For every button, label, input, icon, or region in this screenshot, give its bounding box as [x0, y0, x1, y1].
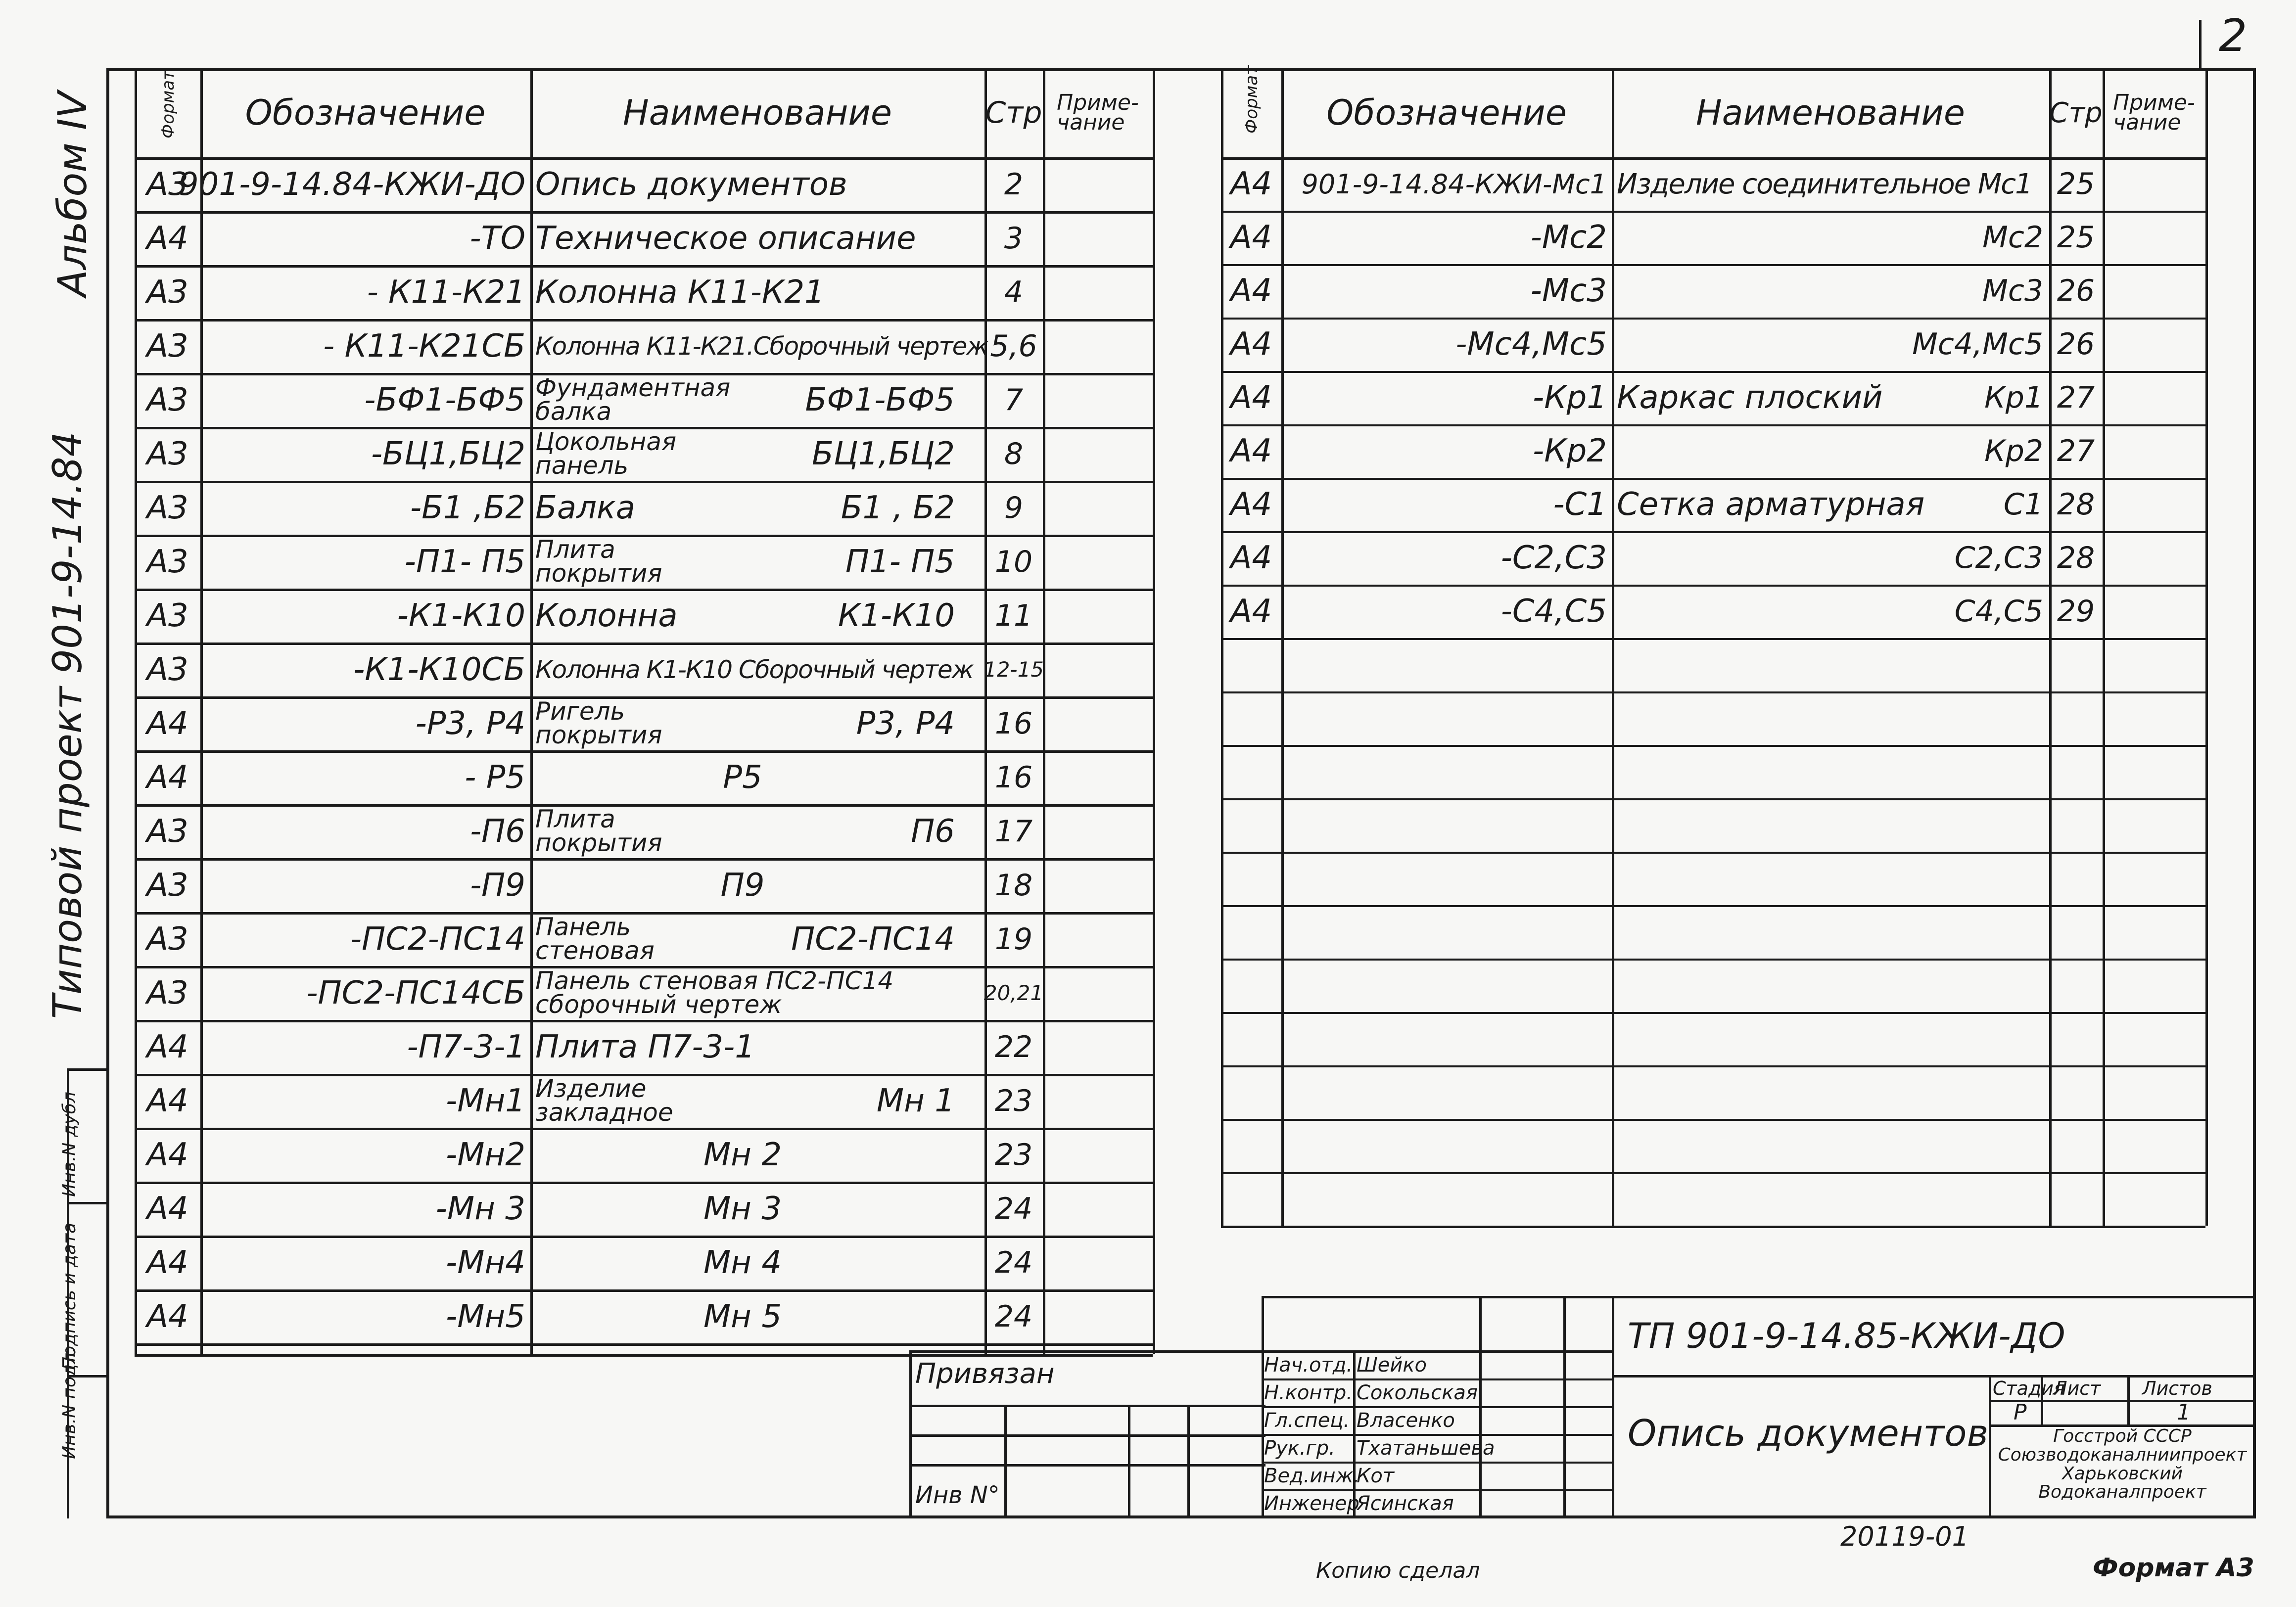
rt-format: А4: [1230, 219, 1272, 256]
rt-format: А4: [1230, 166, 1272, 202]
lt-name-extra: Мн 5: [703, 1298, 782, 1335]
lt-designation: -Мн1: [446, 1082, 525, 1119]
lt-page: 23: [994, 1083, 1033, 1118]
lt-designation: -ПС2-ПС14СБ: [306, 974, 525, 1011]
lt-format: А3: [146, 813, 188, 850]
rt-page: 26: [2057, 327, 2095, 362]
rt-page: 25: [2057, 167, 2095, 201]
lt-page: 18: [994, 868, 1033, 903]
lt-page: 19: [994, 921, 1033, 957]
margin-strip-top: [67, 1068, 106, 1071]
lt-name-extra: Б1 , Б2: [841, 489, 955, 526]
lt-name-extra: К1-К10: [838, 597, 955, 634]
lt-format: А4: [146, 1298, 188, 1335]
margin-stamp-sign: Подпись и дата: [59, 1222, 80, 1370]
lt-page: 23: [994, 1137, 1033, 1172]
lt-designation: -П6: [470, 813, 525, 850]
lt-page: 16: [994, 760, 1033, 795]
rt-page: 26: [2057, 274, 2095, 308]
lt-page: 5,6: [990, 328, 1037, 364]
lt-name: Цокольная панель: [535, 427, 677, 480]
rt-name: Каркас плоский: [1617, 379, 1883, 416]
rt-name: Изделие соединительное Мс1: [1617, 168, 2032, 200]
rt-format: А4: [1230, 433, 1272, 469]
lt-format: А4: [146, 1190, 188, 1227]
lt-name: Фундаментная балка: [535, 373, 731, 426]
lt-format: А3: [146, 381, 188, 418]
tb-role: Вед.инж.: [1264, 1465, 1360, 1487]
lt-designation: -БФ1-БФ5: [364, 381, 525, 418]
rt-row-line: [1221, 638, 2205, 640]
tb-stage-value: Р: [2014, 1400, 2027, 1425]
rt-name-extra: Кр2: [1984, 434, 2043, 468]
tb-role: Нач.отд.: [1264, 1354, 1353, 1377]
rt-name-extra: С1: [2003, 487, 2043, 522]
lt-name-extra: Мн 4: [703, 1244, 782, 1281]
project-label: Типовой проект 901-9-14.84: [45, 431, 91, 1019]
lt-name-extra: Р3, Р4: [856, 705, 955, 742]
lt-page: 17: [994, 814, 1033, 849]
tb-code: ТП 901-9-14.85-КЖИ-ДО: [1628, 1316, 2065, 1356]
rt-header-note: Приме- чание: [2113, 90, 2195, 135]
lt-page: 3: [1004, 221, 1024, 256]
lt-row-line: [135, 1343, 1153, 1346]
rt-name-extra: С2,С3: [1954, 541, 2043, 575]
rt-v4: [2103, 68, 2105, 1226]
binding-label: Привязан: [915, 1358, 1055, 1390]
lt-format: А4: [146, 1082, 188, 1119]
lt-name-extra: П9: [720, 867, 765, 904]
rt-header-designation: Обозначение: [1326, 92, 1567, 133]
rt-page: 28: [2057, 487, 2095, 522]
lt-designation: -П7-3-1: [407, 1028, 525, 1065]
tb-sheets-label: Листов: [2142, 1377, 2212, 1399]
lt-format: А4: [146, 759, 188, 796]
lt-name-extra: БЦ1,БЦ2: [812, 435, 955, 472]
rt-header-format: Формат: [1242, 65, 1262, 134]
lt-designation: -К1-К10СБ: [353, 651, 525, 688]
rt-format: А4: [1230, 326, 1272, 363]
lt-name-extra: П1- П5: [845, 543, 955, 580]
lt-format: А3: [146, 274, 188, 311]
lt-page: 8: [1004, 436, 1024, 471]
rt-name-extra: Мс3: [1982, 274, 2043, 308]
lt-format: А3: [146, 867, 188, 904]
bb-l3: [909, 1464, 1265, 1467]
lt-designation: -К1-К10: [397, 597, 525, 634]
lt-format: А4: [146, 220, 188, 257]
bb-v2: [1128, 1405, 1130, 1518]
rt-row-line: [1221, 1012, 2205, 1014]
rt-row-line: [1221, 1119, 2205, 1121]
lt-page: 22: [994, 1029, 1033, 1064]
lt-designation: 901-9-14.84-КЖИ-ДО: [178, 166, 525, 203]
lt-designation: -Мн2: [446, 1136, 525, 1173]
lt-page: 4: [1004, 275, 1024, 310]
lt-designation: -БЦ1,БЦ2: [371, 435, 525, 472]
lt-format: А3: [146, 597, 188, 634]
rt-name-extra: Мс2: [1982, 220, 2043, 255]
rt-page: 25: [2057, 220, 2095, 255]
margin-stamp-inv-orig: Инв.N подл.: [59, 1347, 80, 1459]
tb-role: Инженер: [1264, 1492, 1359, 1515]
rt-designation: -С2,С3: [1500, 540, 1607, 576]
lt-page: 12-15: [983, 657, 1044, 682]
rt-row-line: [1221, 1172, 2205, 1174]
tb-role-name: Кот: [1357, 1465, 1395, 1487]
lt-header-name: Наименование: [623, 92, 892, 133]
rt-name-extra: С4,С5: [1954, 594, 2043, 629]
margin-stamp-inv-dup: Инв.N дубл: [59, 1092, 80, 1197]
lt-name-extra: Мн 3: [703, 1190, 782, 1227]
binding-inv-label: Инв N°: [915, 1481, 1000, 1509]
tb-roles-l1: [1262, 1378, 1612, 1380]
rt-row-line: [1221, 852, 2205, 854]
rt-format: А4: [1230, 540, 1272, 576]
tb-roles-l2: [1262, 1406, 1612, 1408]
lt-v5: [1153, 68, 1155, 1354]
rt-header-page: Стр: [2049, 96, 2103, 129]
lt-header-note: Приме- чание: [1057, 90, 1139, 135]
lt-format: А3: [146, 974, 188, 1011]
rt-row-line: [1221, 691, 2205, 693]
margin-div-1: [67, 1202, 106, 1204]
lt-page: 24: [994, 1191, 1033, 1226]
rt-page: 28: [2057, 541, 2095, 575]
footer-format: Формат А3: [2093, 1553, 2254, 1583]
tb-roles-sep: [1612, 1296, 1614, 1518]
lt-header-format: Формат: [158, 70, 178, 138]
rt-format: А4: [1230, 593, 1272, 630]
lt-designation: -П9: [470, 867, 525, 904]
tb-roles-l5: [1262, 1489, 1612, 1491]
rt-format: А4: [1230, 379, 1272, 416]
tb-title-sep: [1989, 1375, 1991, 1518]
lt-name: Техническое описание: [535, 220, 916, 257]
lt-page: 16: [994, 706, 1033, 741]
lt-name-extra: ПС2-ПС14: [791, 920, 955, 958]
lt-name-extra: Р5: [723, 759, 762, 796]
rt-designation: -Мс2: [1530, 219, 1607, 256]
lt-designation: -Мн 3: [435, 1190, 525, 1227]
rt-designation: -Мс3: [1530, 273, 1607, 309]
sheet-number: 2: [2219, 10, 2248, 62]
rt-v2: [1612, 68, 1614, 1226]
lt-designation: -ТО: [469, 220, 525, 257]
tb-stage-line1: [1989, 1400, 2256, 1402]
tb-roles-l4: [1262, 1462, 1612, 1464]
rt-name: Сетка арматурная: [1617, 486, 1925, 523]
rt-row-line: [1221, 798, 2205, 800]
rt-designation: -Кр1: [1533, 379, 1607, 416]
rt-page: 27: [2057, 380, 2095, 415]
rt-format: А4: [1230, 273, 1272, 309]
lt-header-designation: Обозначение: [245, 92, 486, 133]
album-label: Альбом IV: [49, 91, 95, 297]
lt-format: А3: [146, 489, 188, 526]
rt-designation: -Мс4,Мс5: [1455, 326, 1607, 363]
lt-format: А3: [146, 166, 188, 203]
rt-row-line: [1221, 905, 2205, 907]
lt-designation: -ПС2-ПС14: [350, 920, 525, 958]
footer-number: 20119-01: [1840, 1521, 1969, 1552]
lt-designation: - К11-К21: [367, 274, 525, 311]
rt-name-extra: Кр1: [1984, 380, 2043, 415]
lt-name: Колонна К11-К21.Сборочный чертеж: [535, 331, 988, 361]
tb-stage-label: Стадия: [1993, 1377, 2065, 1399]
lt-format: А4: [146, 1244, 188, 1281]
bb-top: [909, 1350, 1265, 1353]
lt-designation: -Б1 ,Б2: [410, 489, 525, 526]
rt-designation: -С4,С5: [1500, 593, 1607, 630]
tb-role-name: Тхатаньшева: [1357, 1437, 1495, 1460]
lt-name-extra: П6: [911, 813, 955, 850]
lt-page: 10: [994, 544, 1033, 579]
lt-format: А3: [146, 543, 188, 580]
lt-name-extra: Мн 2: [703, 1136, 782, 1173]
rt-page: 29: [2057, 594, 2095, 629]
lt-name: Изделие закладное: [535, 1074, 673, 1127]
tb-stage-v2: [2127, 1375, 2130, 1424]
lt-format: А4: [146, 1136, 188, 1173]
lt-name: Панель стеновая: [535, 913, 655, 965]
rt-row-line: [1221, 959, 2205, 961]
lt-name: Плита П7-3-1: [535, 1028, 755, 1065]
lt-format: А3: [146, 920, 188, 958]
lt-header-page: Стр: [985, 95, 1042, 130]
rt-page: 27: [2057, 434, 2095, 468]
lt-format: А3: [146, 435, 188, 472]
lt-name-extra: Мн 1: [876, 1082, 955, 1119]
lt-page: 7: [1004, 382, 1024, 417]
footer-copied: Копию сделал: [1316, 1558, 1480, 1583]
lt-name-extra: БФ1-БФ5: [805, 381, 955, 418]
rt-row-line: [1221, 745, 2205, 747]
tb-roles-l3: [1262, 1434, 1612, 1436]
lt-bottom-line: [135, 1354, 1153, 1357]
lt-designation: -П1- П5: [404, 543, 525, 580]
tb-sheet-label: Лист: [2053, 1377, 2101, 1399]
lt-designation: -Мн4: [446, 1244, 525, 1281]
lt-format: А3: [146, 651, 188, 688]
lt-page: 9: [1004, 490, 1024, 525]
rt-designation: -Кр2: [1533, 433, 1607, 469]
tb-role-name: Шейко: [1357, 1354, 1427, 1377]
lt-page: 11: [994, 598, 1033, 633]
lt-page: 20,21: [984, 981, 1044, 1005]
tb-role: Гл.спец.: [1264, 1409, 1350, 1432]
bb-v1: [1004, 1405, 1007, 1518]
tb-roles-top: [1262, 1350, 1612, 1353]
rt-row-line: [1221, 1065, 2205, 1067]
lt-name: Ригель покрытия: [535, 697, 662, 749]
lt-v4: [1043, 68, 1045, 1354]
rt-designation: 901-9-14.84-КЖИ-Мс1: [1301, 168, 1607, 200]
lt-name: Балка: [535, 489, 635, 526]
lt-name: Колонна К11-К21: [535, 274, 825, 311]
tb-sheet-value: 1: [2177, 1400, 2191, 1425]
lt-page: 24: [994, 1299, 1033, 1334]
tb-title: Опись документов: [1628, 1412, 1989, 1455]
lt-designation: - К11-К21СБ: [323, 327, 525, 365]
tb-org: Госстрой СССР Союзводоканалниипроект Харьковский Водоканалпроект: [1998, 1426, 2247, 1503]
rt-designation: -С1: [1553, 486, 1607, 523]
lt-name: Опись документов: [535, 166, 847, 203]
lt-name: Колонна К1-К10 Сборочный чертеж: [535, 655, 973, 684]
tb-role: Н.контр.: [1264, 1381, 1353, 1404]
rt-row-line: [1221, 1226, 2205, 1228]
tb-role-name: Сокольская: [1357, 1381, 1478, 1404]
lt-name: Плита покрытия: [535, 535, 662, 588]
tb-role: Рук.гр.: [1264, 1437, 1335, 1460]
lt-name: Колонна: [535, 597, 678, 634]
tb-role-name: Ясинская: [1357, 1492, 1454, 1515]
bb-l2: [909, 1434, 1265, 1437]
lt-format: А3: [146, 327, 188, 365]
lt-format: А4: [146, 705, 188, 742]
rt-header-name: Наименование: [1696, 92, 1965, 133]
lt-designation: -Мн5: [446, 1298, 525, 1335]
lt-format: А4: [146, 1028, 188, 1065]
lt-designation: - Р5: [465, 759, 525, 796]
lt-name: Плита покрытия: [535, 805, 662, 857]
sheet-number-divider: [2199, 20, 2202, 68]
tb-role-name: Власенко: [1357, 1409, 1455, 1432]
lt-page: 24: [994, 1245, 1033, 1280]
lt-designation: -Р3, Р4: [415, 705, 525, 742]
rt-v5: [2205, 68, 2208, 1226]
rt-name-extra: Мс4,Мс5: [1912, 327, 2043, 362]
lt-name: Панель стеновая ПС2-ПС14 сборочный чертеж: [535, 966, 894, 1019]
bb-v3: [1187, 1405, 1190, 1518]
tb-top: [1262, 1296, 2256, 1298]
lt-page: 2: [1004, 167, 1024, 202]
bb-l1: [909, 1405, 1265, 1407]
rt-format: А4: [1230, 486, 1272, 523]
